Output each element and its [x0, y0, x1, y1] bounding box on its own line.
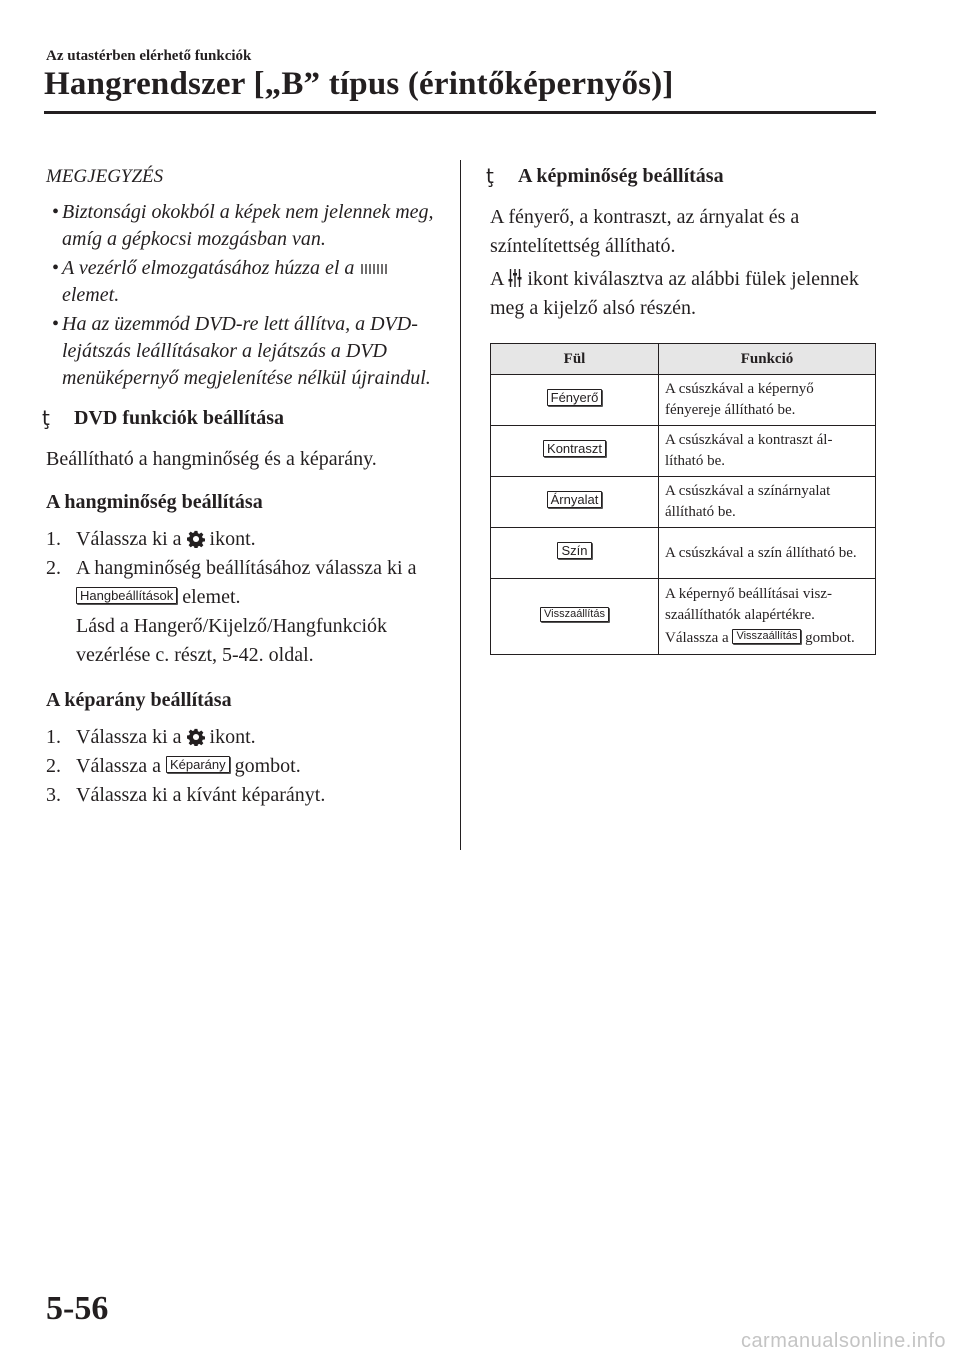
section-marker-icon: ţ [486, 164, 494, 188]
drag-handle-icon [359, 263, 389, 275]
column-divider [460, 160, 461, 850]
tab-fenyero[interactable]: Fényerő [547, 389, 603, 406]
image-instruction: A ikont kiválasztva az alábbi fülek jelennek meg a kijelző alsó részén. [490, 268, 859, 319]
keparany-button[interactable]: Képarány [166, 756, 230, 773]
table-cell: A csúszkával a színárnyalat állítható be. [659, 477, 876, 528]
section-marker-icon: ţ [42, 406, 50, 430]
function-table [490, 343, 876, 655]
hangbeallitasok-button[interactable]: Hangbeállítások [76, 587, 177, 604]
step-item: 1. Válassza ki a ikont. [46, 528, 256, 550]
column-header: Fül [491, 344, 659, 375]
tab-szin[interactable]: Szín [557, 542, 591, 559]
table-header-row [491, 344, 876, 375]
sliders-icon [508, 268, 522, 288]
step-item: 2. Válassza a Képarány gombot. [46, 755, 301, 777]
bullet-icon: • [52, 257, 60, 279]
reference-text: Lásd a Hangerő/Kijelző/Hangfunkciók vezérlése c. részt, 5-42. oldal. [76, 615, 388, 666]
step-item: 2. A hangminőség beállításához válassza ki a Hangbeállítások elemet. Lásd a Hangerő/Kijelző/Hangfunkciók vezérlése c. részt, 5-42. oldal. [46, 554, 446, 670]
tab-kontraszt[interactable]: Kontraszt [543, 440, 606, 457]
aspect-heading: A képarány beállítása [46, 689, 232, 711]
note-text: elemet. [62, 284, 120, 306]
tab-arnyalat[interactable]: Árnyalat [547, 491, 603, 508]
visszaallitas-button[interactable]: Visszaállítás [732, 629, 801, 644]
table-row [491, 375, 876, 426]
dvd-section-heading: ţ DVD funkciók beállítása [46, 404, 446, 433]
note-item [46, 311, 446, 392]
table-row [491, 579, 876, 655]
image-intro: A fényerő, a kontraszt, az árnyalat és a színtelítettség állítható. [490, 206, 800, 257]
table-cell: A csúszkával a képernyő fényereje állítható be. [659, 375, 876, 426]
note-item [46, 255, 446, 309]
gear-icon [187, 728, 205, 746]
page-number: 5-56 [46, 1290, 109, 1327]
step-item: 1. Válassza ki a ikont. [46, 726, 256, 748]
section-label: Az utastérben elérhető funkciók [46, 48, 252, 64]
table-row [491, 477, 876, 528]
step-item: 3. Válassza ki a kívánt képarányt. [46, 784, 326, 806]
table-row [491, 528, 876, 579]
left-column [42, 160, 446, 810]
note-text: A vezérlő elmozgatásához húzza el a [62, 257, 355, 279]
note-text: Biztonsági okokból a képek nem jelennek meg, amíg a gépkocsi mozgásban van. [62, 201, 434, 250]
bullet-icon: • [52, 313, 60, 335]
table-cell: A csúszkával a kontraszt ál-lítható be. [659, 426, 876, 477]
table-cell: A csúszkával a szín állítható be. [659, 528, 876, 579]
watermark: carmanualsonline.info [740, 1330, 946, 1352]
sound-heading: A hangminőség beállítása [46, 491, 263, 513]
tab-visszaallitas[interactable]: Visszaállítás [540, 607, 609, 622]
column-header: Funkció [659, 344, 876, 375]
note-list [46, 199, 446, 392]
note-item [46, 199, 446, 253]
gear-icon [187, 530, 205, 548]
title-rule [44, 111, 876, 114]
right-column [486, 160, 876, 655]
table-cell: A képernyő beállításai visz-szaállíthatók alapértékre. Válassza a Visszaállítás gombot. [659, 579, 876, 655]
dvd-intro: Beállítható a hangminőség és a képarány. [46, 448, 377, 470]
table-row [491, 426, 876, 477]
note-text: Ha az üzemmód DVD-re lett állítva, a DVD-lejátszás leállításakor a lejátszás a DVD menüképernyő megjelenítése nélkül újraindul. [62, 313, 431, 389]
page-title: Hangrendszer [„B” típus (érintőképernyős)] [44, 66, 674, 102]
image-section-heading: ţ A képminőség beállítása [490, 162, 876, 191]
bullet-icon: • [52, 201, 60, 223]
note-heading: MEGJEGYZÉS [46, 166, 164, 187]
